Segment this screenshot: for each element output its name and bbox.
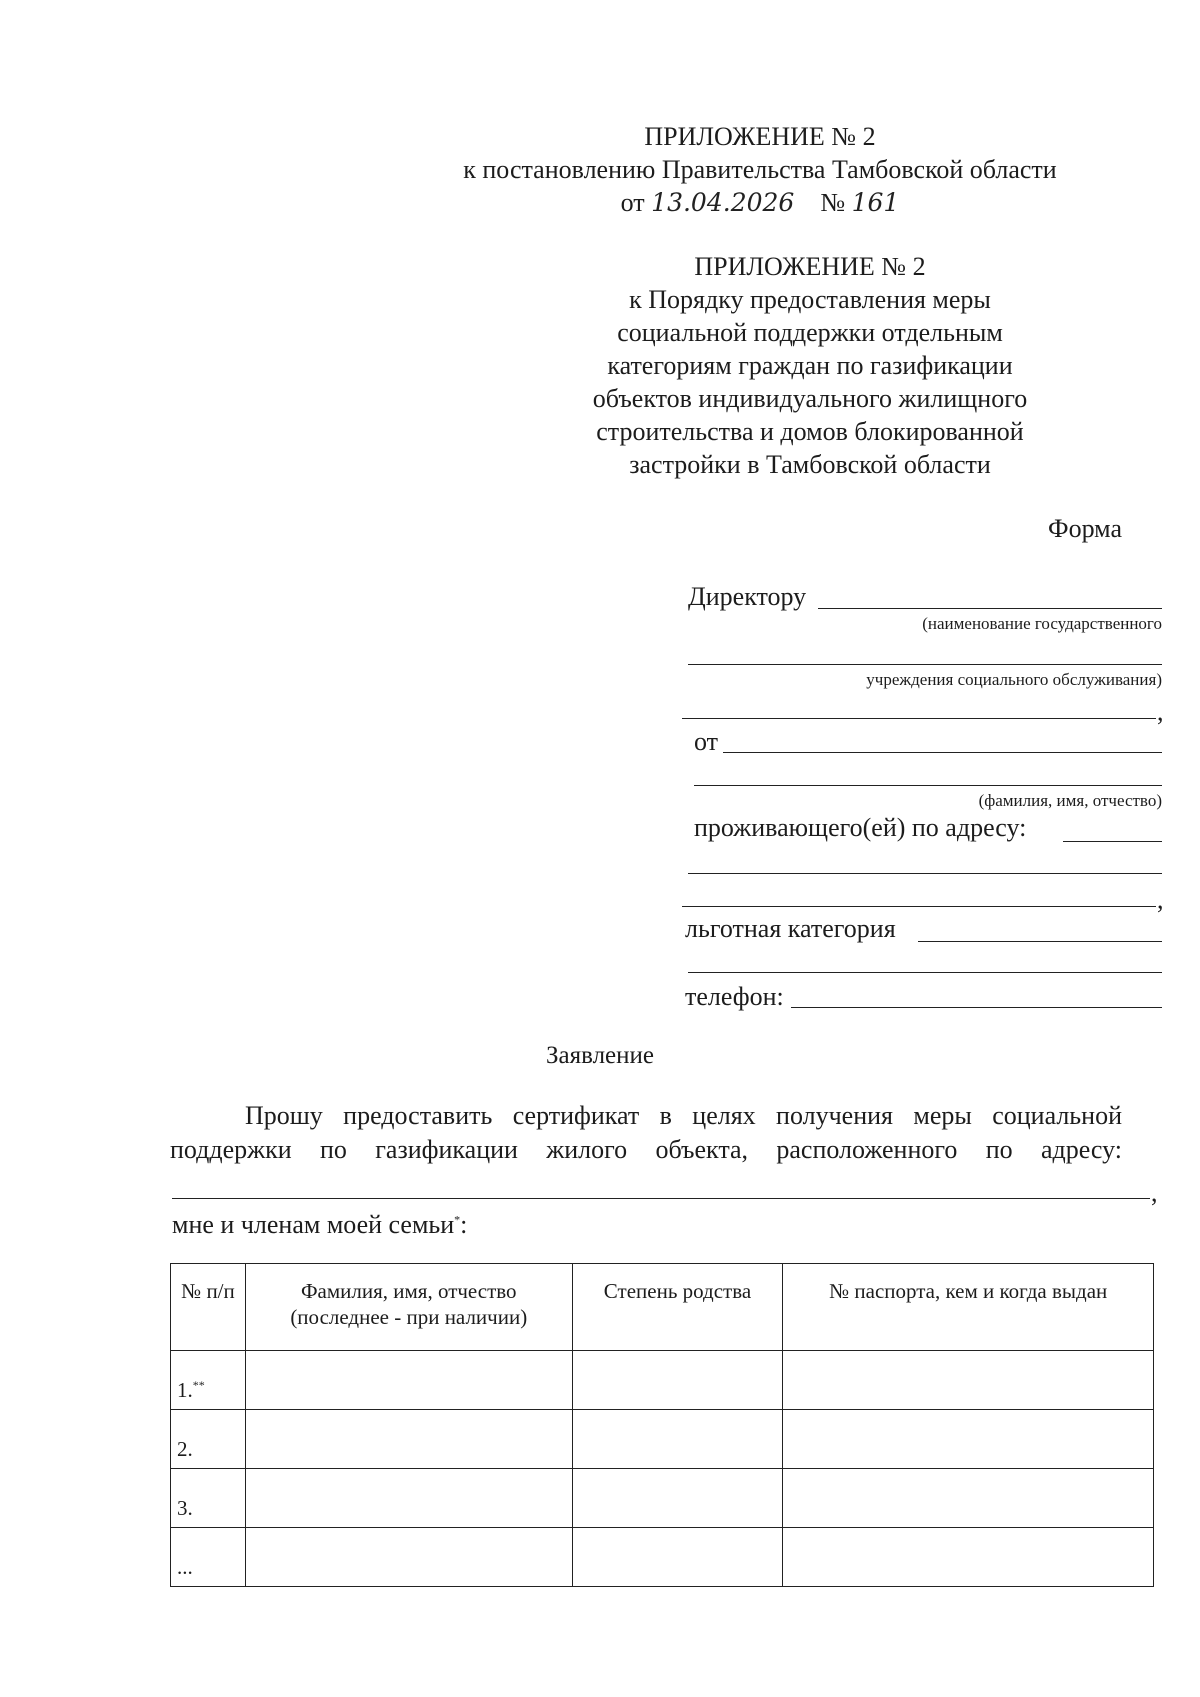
appendix-date-line xyxy=(460,186,1060,219)
phone-field[interactable] xyxy=(791,1007,1162,1008)
relation-cell[interactable] xyxy=(572,1410,783,1469)
category-label: льготная категория xyxy=(685,914,896,943)
director-hint: (наименование государственного xyxy=(922,614,1162,633)
address-field[interactable] xyxy=(1063,841,1162,842)
comma: , xyxy=(1157,697,1164,726)
institution-hint: учреждения социального обслуживания) xyxy=(866,670,1162,689)
row-number: 3. xyxy=(171,1469,246,1528)
procedure-appendix-block xyxy=(510,250,1110,481)
row-number: 2. xyxy=(171,1410,246,1469)
director-field[interactable] xyxy=(818,608,1162,609)
address-field-continued[interactable] xyxy=(688,873,1162,874)
statement-line: поддержки по газификации жилого объекта, расположенного по адресу: xyxy=(170,1135,1122,1164)
category-field-continued[interactable] xyxy=(688,972,1162,973)
appendix-reference: к постановлению Правительства Тамбовской области xyxy=(463,155,1057,184)
table-row xyxy=(171,1351,1154,1410)
family-intro xyxy=(172,1210,467,1240)
date-prefix: от xyxy=(620,188,645,217)
name-cell[interactable] xyxy=(245,1410,572,1469)
column-header-relation: Степень родства xyxy=(572,1264,783,1351)
institution-field-continued[interactable] xyxy=(682,718,1156,719)
handwritten-date: 13.04.2026 xyxy=(651,188,795,217)
statement-line: Прошу предоставить сертификат в целях получения меры социальной xyxy=(245,1101,1122,1130)
procedure-line: строительства и домов блокированной xyxy=(596,417,1024,446)
table-row xyxy=(171,1410,1154,1469)
institution-field[interactable] xyxy=(688,664,1162,665)
passport-cell[interactable] xyxy=(783,1528,1154,1587)
footnote-mark: * xyxy=(454,1212,461,1227)
statement-title: Заявление xyxy=(545,1042,655,1069)
applicant-name-field-continued[interactable] xyxy=(694,785,1162,786)
family-members-table xyxy=(170,1263,1154,1587)
name-cell[interactable] xyxy=(245,1528,572,1587)
handwritten-number: 161 xyxy=(851,188,900,217)
procedure-line: застройки в Тамбовской области xyxy=(629,450,991,479)
number-prefix: № xyxy=(820,188,846,217)
procedure-appendix-title: ПРИЛОЖЕНИЕ № 2 xyxy=(694,252,926,281)
fio-hint: (фамилия, имя, отчество) xyxy=(978,791,1162,810)
procedure-line: категориям граждан по газификации xyxy=(607,351,1013,380)
name-cell[interactable] xyxy=(245,1469,572,1528)
director-label: Директору xyxy=(688,582,807,611)
appendix-title: ПРИЛОЖЕНИЕ № 2 xyxy=(644,122,876,151)
address-field-continued[interactable] xyxy=(682,906,1156,907)
comma: , xyxy=(1157,885,1164,914)
procedure-line: объектов индивидуального жилищного xyxy=(592,384,1028,413)
table-row xyxy=(171,1469,1154,1528)
form-label: Форма xyxy=(1048,514,1122,543)
colon: : xyxy=(460,1210,468,1239)
column-header-name: Фамилия, имя, отчество (последнее - при наличии) xyxy=(245,1264,572,1351)
category-field[interactable] xyxy=(918,941,1162,942)
phone-label: телефон: xyxy=(685,982,784,1011)
footnote-mark: ** xyxy=(192,1378,205,1392)
statement-paragraph xyxy=(170,1099,1122,1167)
row-number: ... xyxy=(171,1528,246,1587)
procedure-line: к Порядку предоставления меры xyxy=(629,285,991,314)
column-header-passport: № паспорта, кем и когда выдан xyxy=(783,1264,1154,1351)
address-label: проживающего(ей) по адресу: xyxy=(694,813,1027,842)
row-number: 1.** xyxy=(171,1351,246,1410)
from-label: от xyxy=(694,727,719,756)
passport-cell[interactable] xyxy=(783,1351,1154,1410)
appendix-header-block xyxy=(460,120,1060,219)
passport-cell[interactable] xyxy=(783,1410,1154,1469)
relation-cell[interactable] xyxy=(572,1469,783,1528)
name-cell[interactable] xyxy=(245,1351,572,1410)
column-header-number: № п/п xyxy=(171,1264,246,1351)
relation-cell[interactable] xyxy=(572,1351,783,1410)
applicant-name-field[interactable] xyxy=(723,752,1162,753)
table-row xyxy=(171,1528,1154,1587)
table-header-row xyxy=(171,1264,1154,1351)
property-address-field[interactable] xyxy=(172,1198,1150,1199)
family-text: мне и членам моей семьи xyxy=(172,1210,455,1239)
passport-cell[interactable] xyxy=(783,1469,1154,1528)
comma: , xyxy=(1151,1178,1158,1207)
relation-cell[interactable] xyxy=(572,1528,783,1587)
procedure-line: социальной поддержки отдельным xyxy=(617,318,1003,347)
